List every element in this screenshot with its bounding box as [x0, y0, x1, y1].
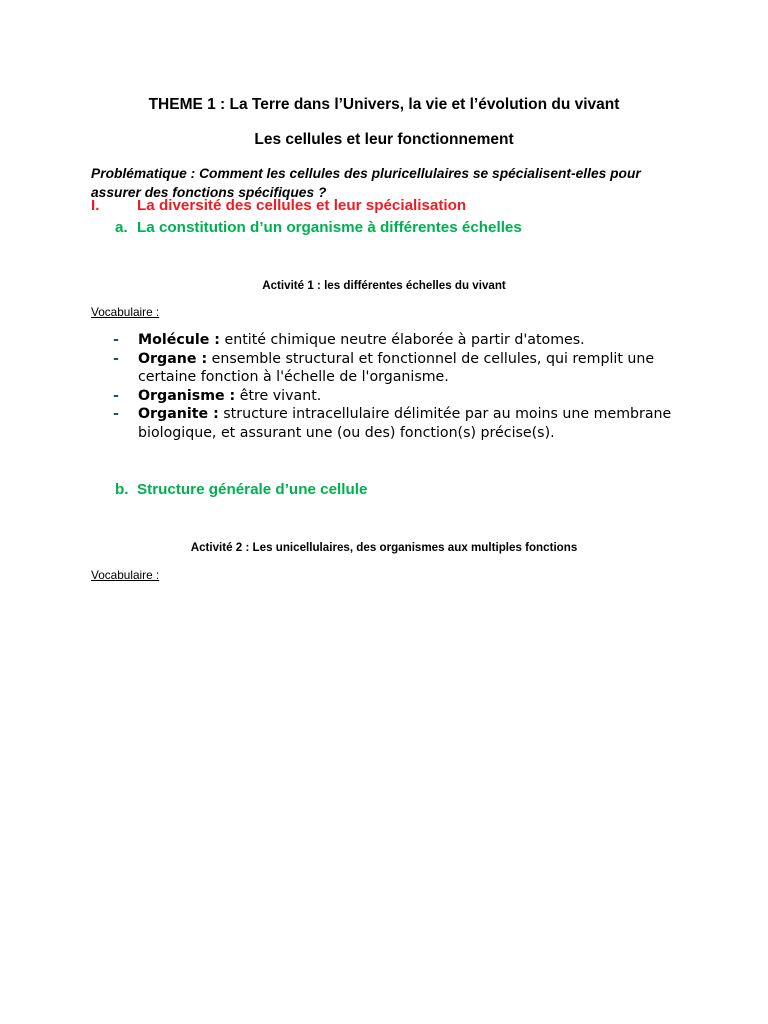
section-one-marker: I. — [91, 197, 100, 214]
bullet-dash-icon: - — [113, 350, 119, 367]
subsection-b-marker: b. — [115, 481, 129, 498]
subsection-b-heading — [115, 481, 367, 498]
vocabulary-item-organisme — [113, 387, 683, 406]
activity-one-vocabulary-label: Vocabulaire : — [91, 305, 160, 319]
subsection-a-title: La constitution d’un organisme à différentes échelles — [137, 219, 522, 236]
vocabulary-term: Organisme : — [138, 387, 236, 404]
section-one-title: La diversité des cellules et leur spécialisation — [137, 197, 467, 214]
vocabulary-definition: être vivant. — [235, 387, 322, 404]
activity-two-title: Activité 2 : Les unicellulaires, des organismes aux multiples fonctions — [190, 541, 578, 554]
vocabulary-definition: structure intracellulaire délimitée par au moins une membrane biologique, et assurant une (ou des) fonction(s) précise(s). — [138, 406, 672, 441]
theme-title: THEME 1 : La Terre dans l’Univers, la vie et l’évolution du vivant — [148, 96, 620, 114]
problem-statement: Problématique : Comment les cellules des pluricellulaires se spécialisent-elles pour assurer des fonctions spécifiques ? — [91, 165, 641, 200]
vocabulary-item-molecule — [113, 331, 683, 350]
subsection-a-marker: a. — [115, 219, 128, 236]
vocabulary-item-organite — [113, 405, 683, 442]
vocabulary-item-organe — [113, 350, 683, 387]
vocabulary-term: Organite : — [138, 406, 219, 422]
subsection-a-heading — [115, 219, 522, 236]
activity-one-title: Activité 1 : les différentes échelles du vivant — [262, 279, 506, 292]
subsection-b-title: Structure générale d’une cellule — [137, 481, 368, 498]
bullet-dash-icon: - — [113, 332, 119, 348]
section-one-heading — [91, 197, 466, 214]
bullet-dash-icon: - — [113, 387, 119, 404]
vocabulary-definition: entité chimique neutre élaborée à partir d'atomes. — [219, 332, 585, 348]
chapter-title: Les cellules et leur fonctionnement — [254, 130, 514, 148]
vocabulary-term: Molécule : — [138, 332, 220, 348]
activity-one-vocabulary-list — [113, 331, 683, 442]
bullet-dash-icon: - — [113, 406, 119, 422]
vocabulary-term: Organe : — [138, 350, 208, 367]
vocabulary-definition: ensemble structural et fonctionnel de cellules, qui remplit une certaine fonction à l'échelle de l'organisme. — [138, 350, 655, 385]
activity-two-vocabulary-label: Vocabulaire : — [91, 568, 160, 582]
